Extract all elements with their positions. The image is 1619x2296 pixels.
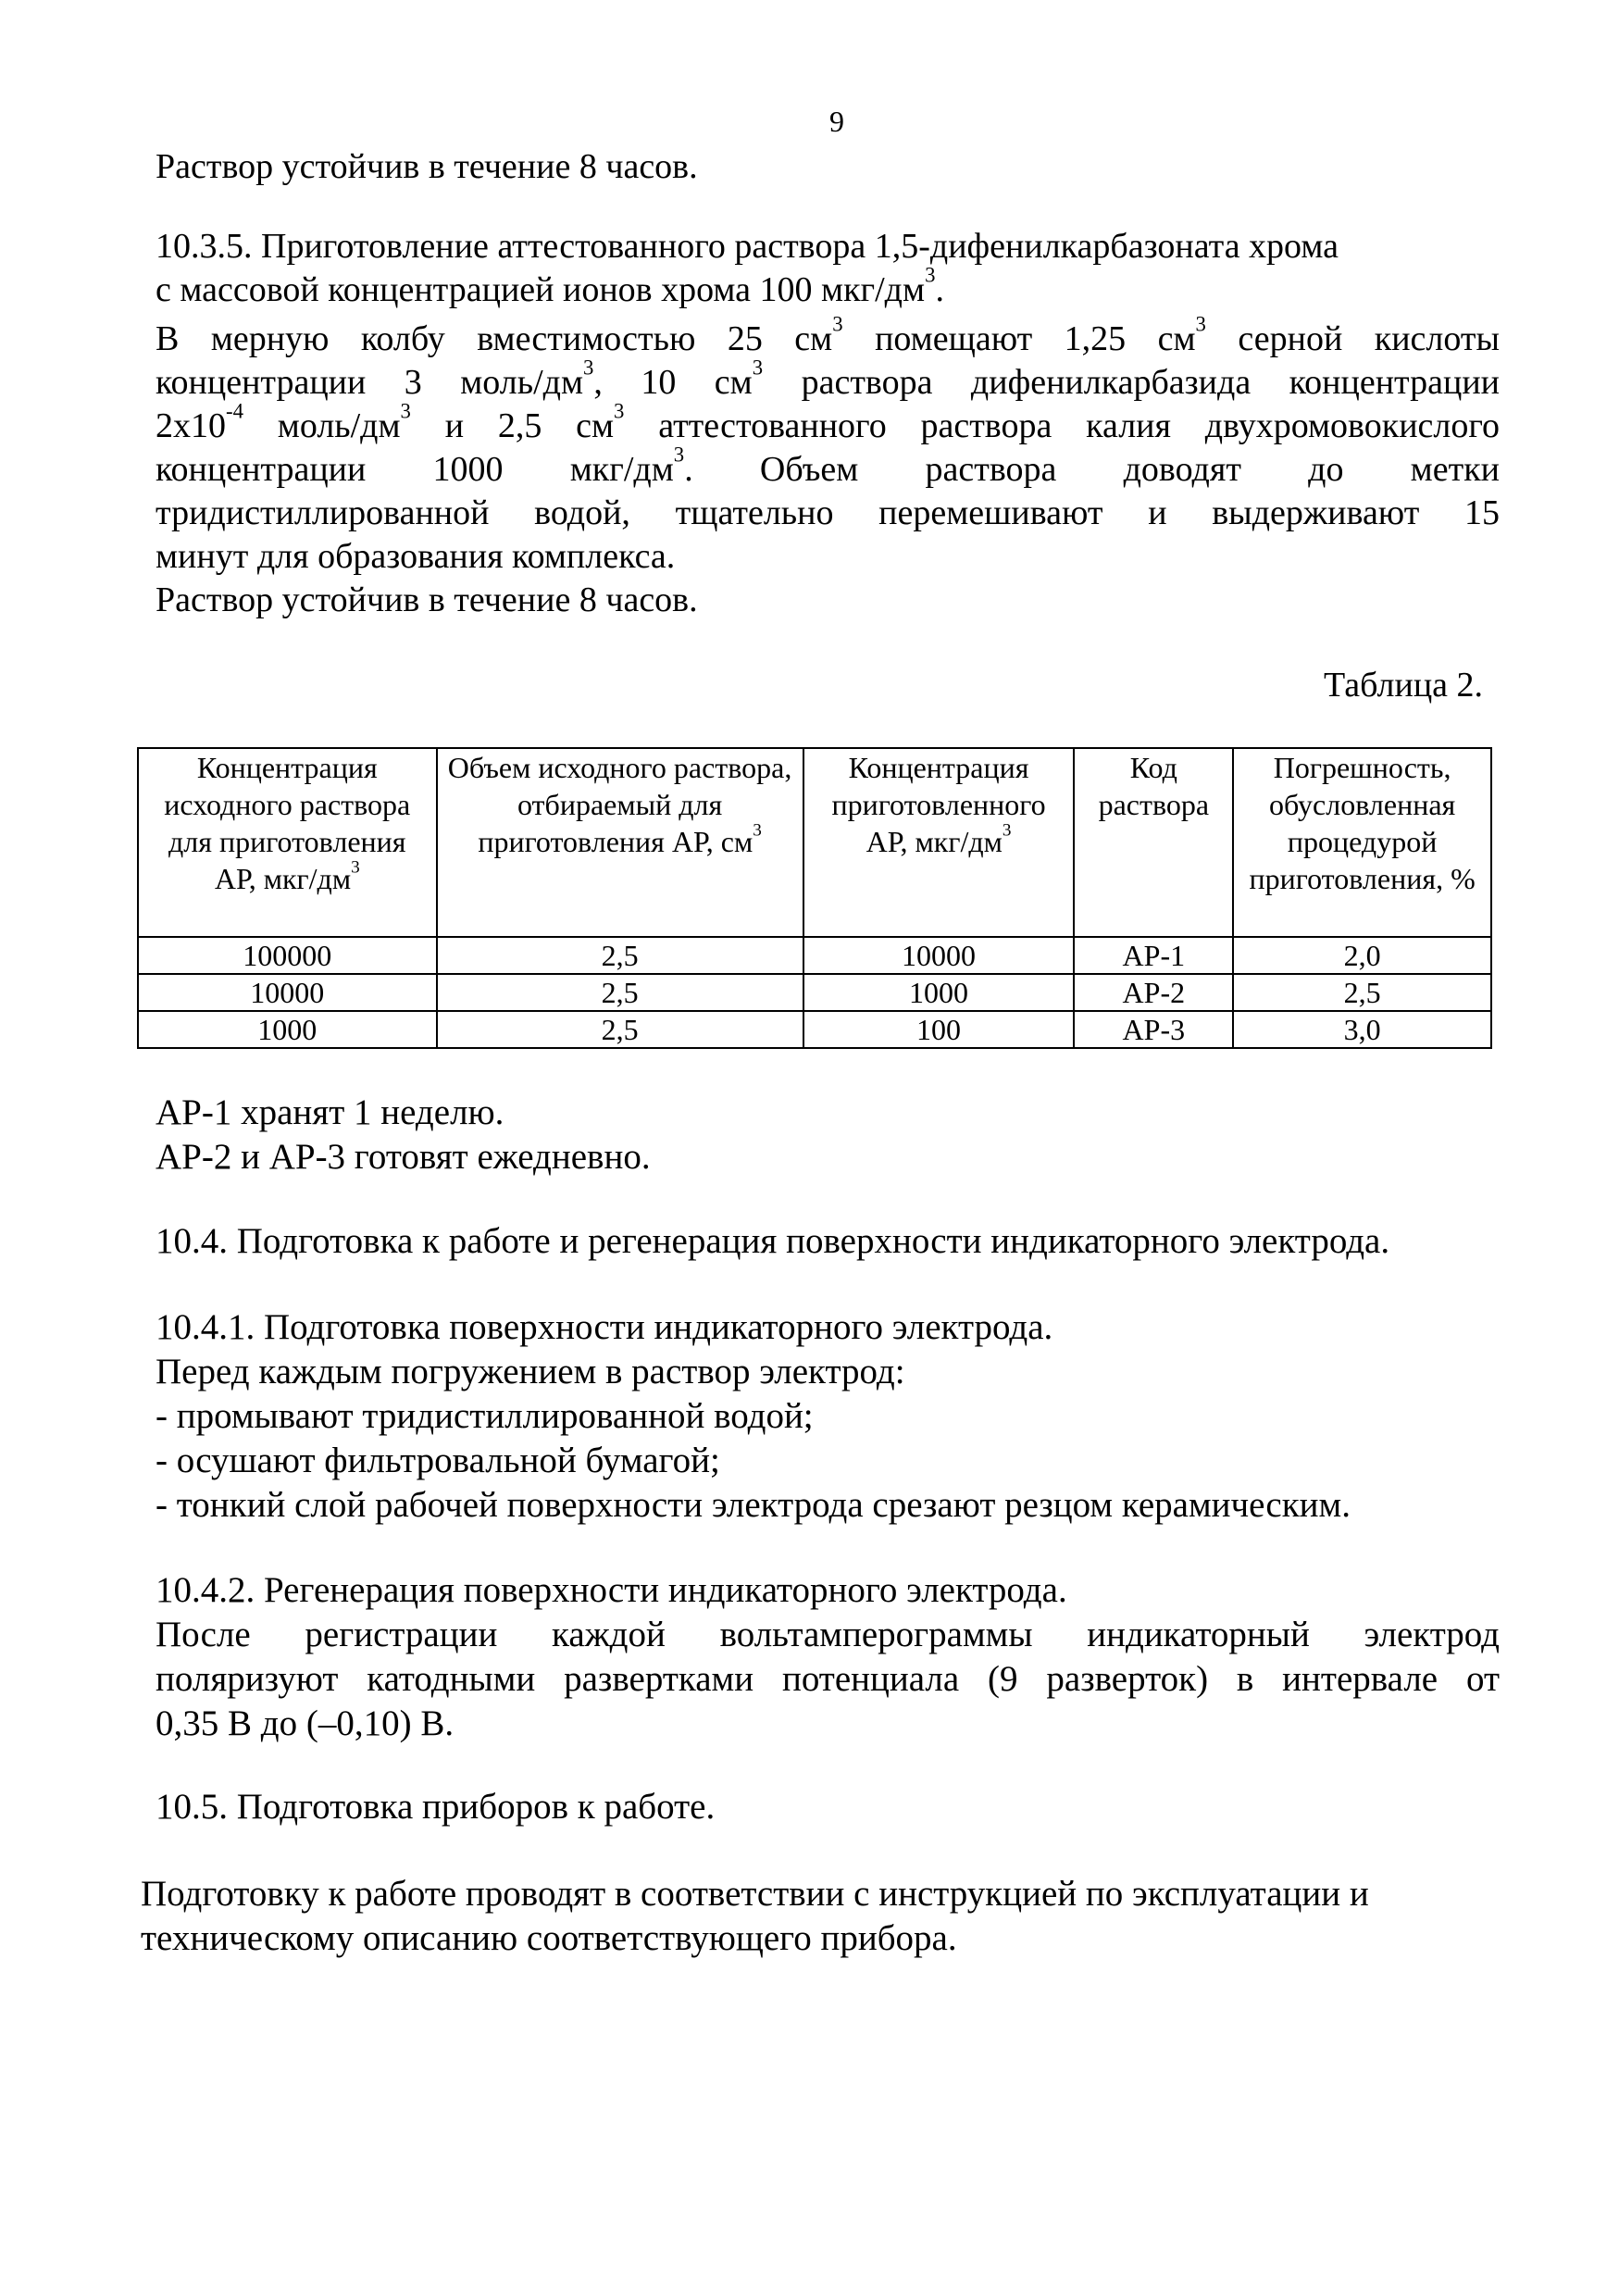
header-solution-code: Код раствора [1074,748,1233,937]
cell-prepared-concentration: 100 [803,1011,1075,1048]
note-ap1: АР-1 хранят 1 неделю. [156,1092,504,1132]
header-error: Погрешность, обусловленная процедурой приготовления, % [1233,748,1491,937]
s1042-heading: 10.4.2. Регенерация поверхности индикаторного электрода. [156,1570,1067,1610]
list-item: - осушают фильтровальной бумагой; [156,1441,720,1480]
table-label: Таблица 2. [1324,666,1484,705]
s1035-text-line1: В мерную колбу вместимостью 25 $см^3$ помещают 1,25 $см^3$ серной кислоты [156,312,1500,358]
s1035-text-line7: Раствор устойчив в течение 8 часов. [156,580,698,619]
cell-source-volume: 2,5 [437,974,803,1011]
table-row [138,974,1491,1011]
cell-error: 2,0 [1233,937,1491,974]
page-number: 9 [829,105,844,138]
cell-source-concentration: 10000 [138,974,437,1011]
s1035-heading-line2: с массовой концентрацией ионов хрома 100 мкг/$дм^3$. [156,263,944,309]
header-source-volume: Объем исходного раствора, отбираемый для приготовления АР, $см^3$ [437,748,803,937]
cell-source-concentration: 100000 [138,937,437,974]
s1041-heading: 10.4.1. Подготовка поверхности индикаторного электрода. [156,1307,1053,1347]
s1035-text-line6: минут для образования комплекса. [156,537,676,576]
s1035-heading-line1: 10.3.5. Приготовление аттестованного раствора 1,5-дифенилкарбазоната хрома [156,227,1339,266]
solutions-table [137,747,1492,1049]
intro-line: Раствор устойчив в течение 8 часов. [156,147,698,186]
cell-error: 3,0 [1233,1011,1491,1048]
cell-source-volume: 2,5 [437,1011,803,1048]
table-row [138,937,1491,974]
cell-source-concentration: 1000 [138,1011,437,1048]
cell-solution-code: АР-2 [1074,974,1233,1011]
cell-solution-code: АР-3 [1074,1011,1233,1048]
cell-prepared-concentration: 1000 [803,974,1075,1011]
table-row [138,1011,1491,1048]
s104-heading: 10.4. Подготовка к работе и регенерация поверхности индикаторного электрода. [156,1221,1390,1261]
note-ap23: АР-2 и АР-3 готовят ежедневно. [156,1137,651,1177]
cell-source-volume: 2,5 [437,937,803,974]
list-item: - тонкий слой рабочей поверхности электрода срезают резцом керамическим. [156,1485,1351,1525]
s1042-text-line1: После регистрации каждой вольтамперограммы индикаторный электрод [156,1615,1500,1654]
cell-solution-code: АР-1 [1074,937,1233,974]
s105-text-line1: Подготовку к работе проводят в соответствии с инструкцией по эксплуатации и [141,1874,1369,1914]
s105-text-line2: техническому описанию соответствующего прибора. [141,1918,957,1958]
s1042-text-line3: 0,35 В до (–0,10) В. [156,1703,455,1743]
header-prepared-concentration: Концентрация приготовленного АР, мкг/$дм^3$ [803,748,1075,937]
cell-prepared-concentration: 10000 [803,937,1075,974]
list-item: - промывают тридистиллированной водой; [156,1396,814,1436]
s1041-intro: Перед каждым погружением в раствор электрод: [156,1352,905,1391]
s1035-text-line5: тридистиллированной водой, тщательно перемешивают и выдерживают 15 [156,493,1500,532]
table-header-row [138,748,1491,937]
s1035-text-line3: $2x10^{-4}$ моль/$дм^3$ и 2,5 $см^3$ аттестованного раствора калия двухромовокислого [156,399,1500,445]
s1035-text-line2: концентрации 3 моль/$дм^3$, 10 $см^3$ раствора дифенилкарбазида концентрации [156,356,1500,402]
cell-error: 2,5 [1233,974,1491,1011]
s1035-text-line4: концентрации 1000 мкг/$дм^3$. Объем раствора доводят до метки [156,443,1500,489]
s1042-text-line2: поляризуют катодными развертками потенциала (9 разверток) в интервале от [156,1659,1500,1699]
s105-heading: 10.5. Подготовка приборов к работе. [156,1787,716,1827]
header-source-concentration: Концентрация исходного раствора для приготовления АР, мкг/$дм^3$ [138,748,437,937]
